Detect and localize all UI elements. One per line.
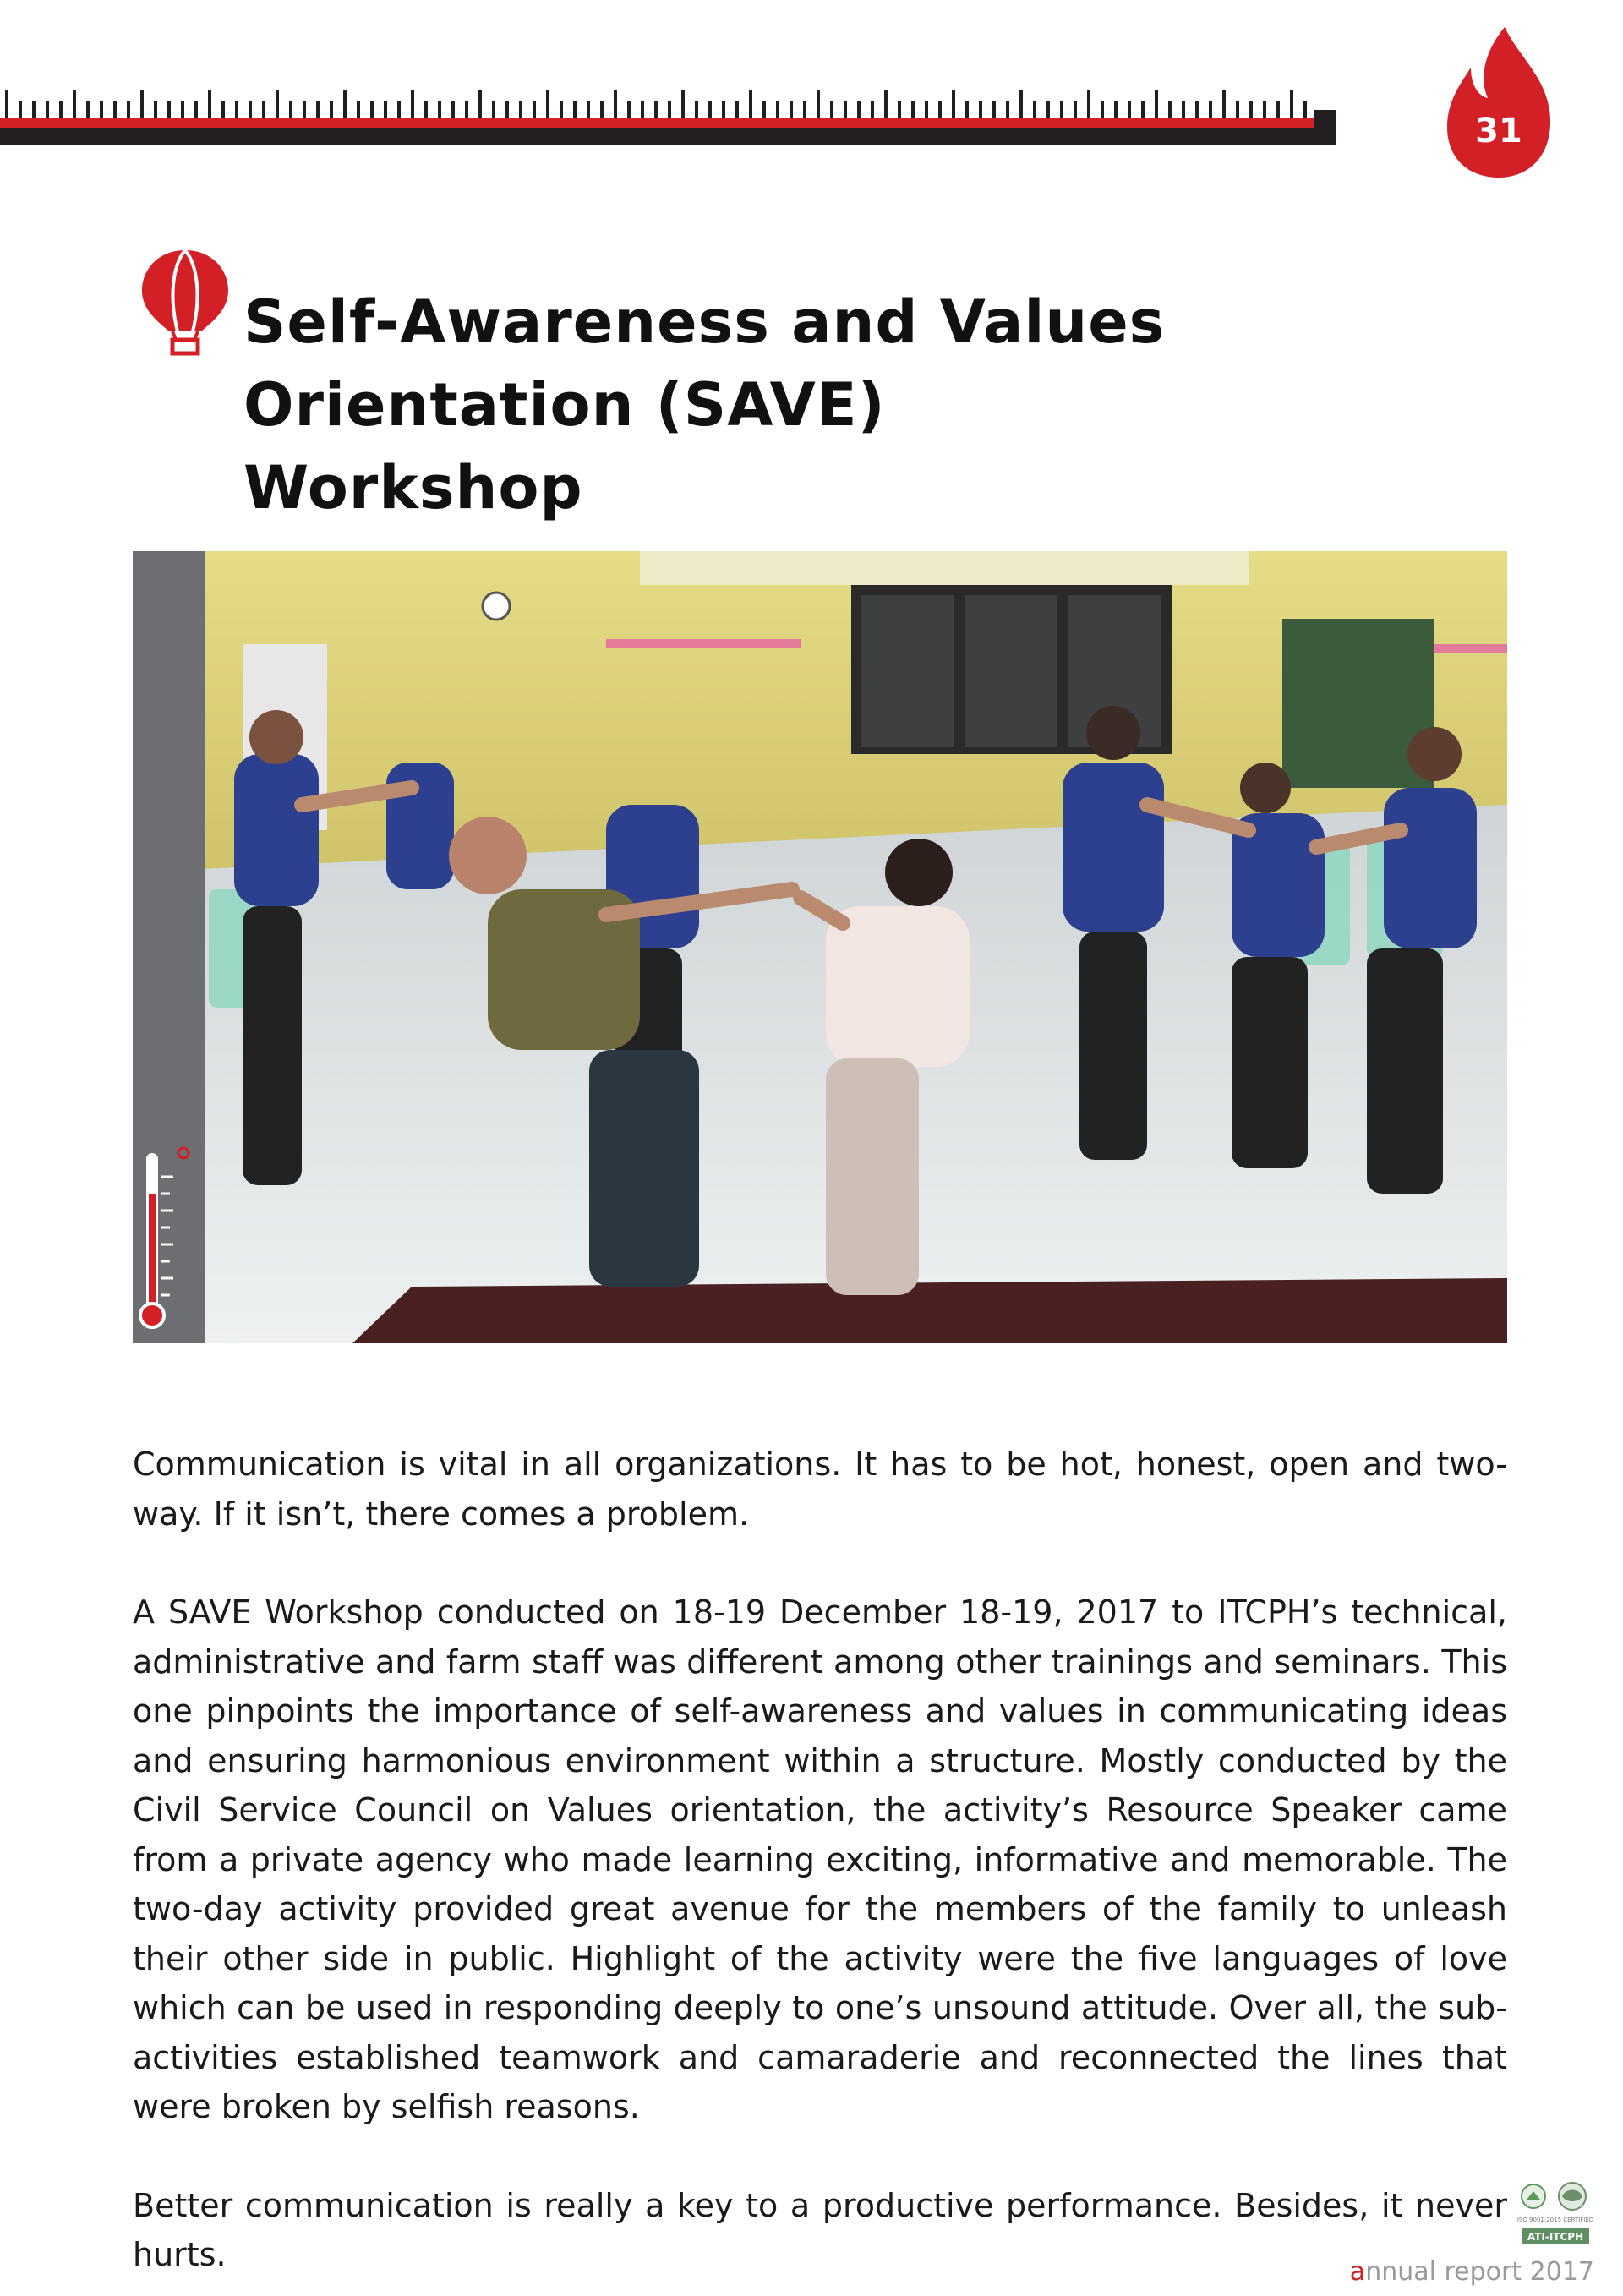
- section-title-line-1: Self-Awareness and Values Orientation (SAVE): [243, 287, 1166, 440]
- article-body: [133, 1440, 1507, 2280]
- header-ruler: [0, 85, 1336, 150]
- paragraph-3: Better communication is really a key to a productive performance. Besides, it never hurts.: [133, 2186, 1507, 2273]
- cert-line-1: ISO 9001:2015 CERTIFIED: [1516, 2217, 1594, 2223]
- paragraph-2: A SAVE Workshop conducted on 18-19 December 18-19, 2017 to ITCPH’s technical, administrative and farm staff was different among other trainings and seminars. This one pinpoints the importance of self-awareness and values in communicating ideas and ensuring harmonious environment within a structure. Mostly conducted by the Civil Service Council on Values orientation, the activity’s Resource Speaker came from a private agency who made learning exciting, informative and memorable. The two-day activity provided great avenue for the members of the family to unleash their other side in public. Highlight of the activity were the five languages of love which can be used in responding deeply to one’s unsound attitude. Over all, the sub-activities established teamwork and camaraderie and reconnected the lines that were broken by selfish reasons.: [133, 1594, 1507, 2125]
- section-title-line-2: Workshop: [243, 453, 583, 522]
- paragraph-1: Communication is vital in all organizations. It has to be hot, honest, open and two-way. If it isn’t, there comes a problem.: [133, 1446, 1507, 1533]
- footer-report-text: nnual report 2017: [1365, 2257, 1594, 2287]
- page-number: 31: [1475, 112, 1522, 150]
- workshop-photo: [133, 551, 1507, 1343]
- iso-certification-logo: [1513, 2181, 1598, 2257]
- section-title: [243, 281, 1511, 529]
- hot-air-balloon-icon: [139, 247, 232, 357]
- footer-annual-report: [1350, 2257, 1594, 2287]
- flame-icon: [1445, 25, 1552, 178]
- footer-accent-letter: a: [1349, 2257, 1366, 2287]
- cert-line-2: ATI-ITCPH: [1527, 2231, 1584, 2243]
